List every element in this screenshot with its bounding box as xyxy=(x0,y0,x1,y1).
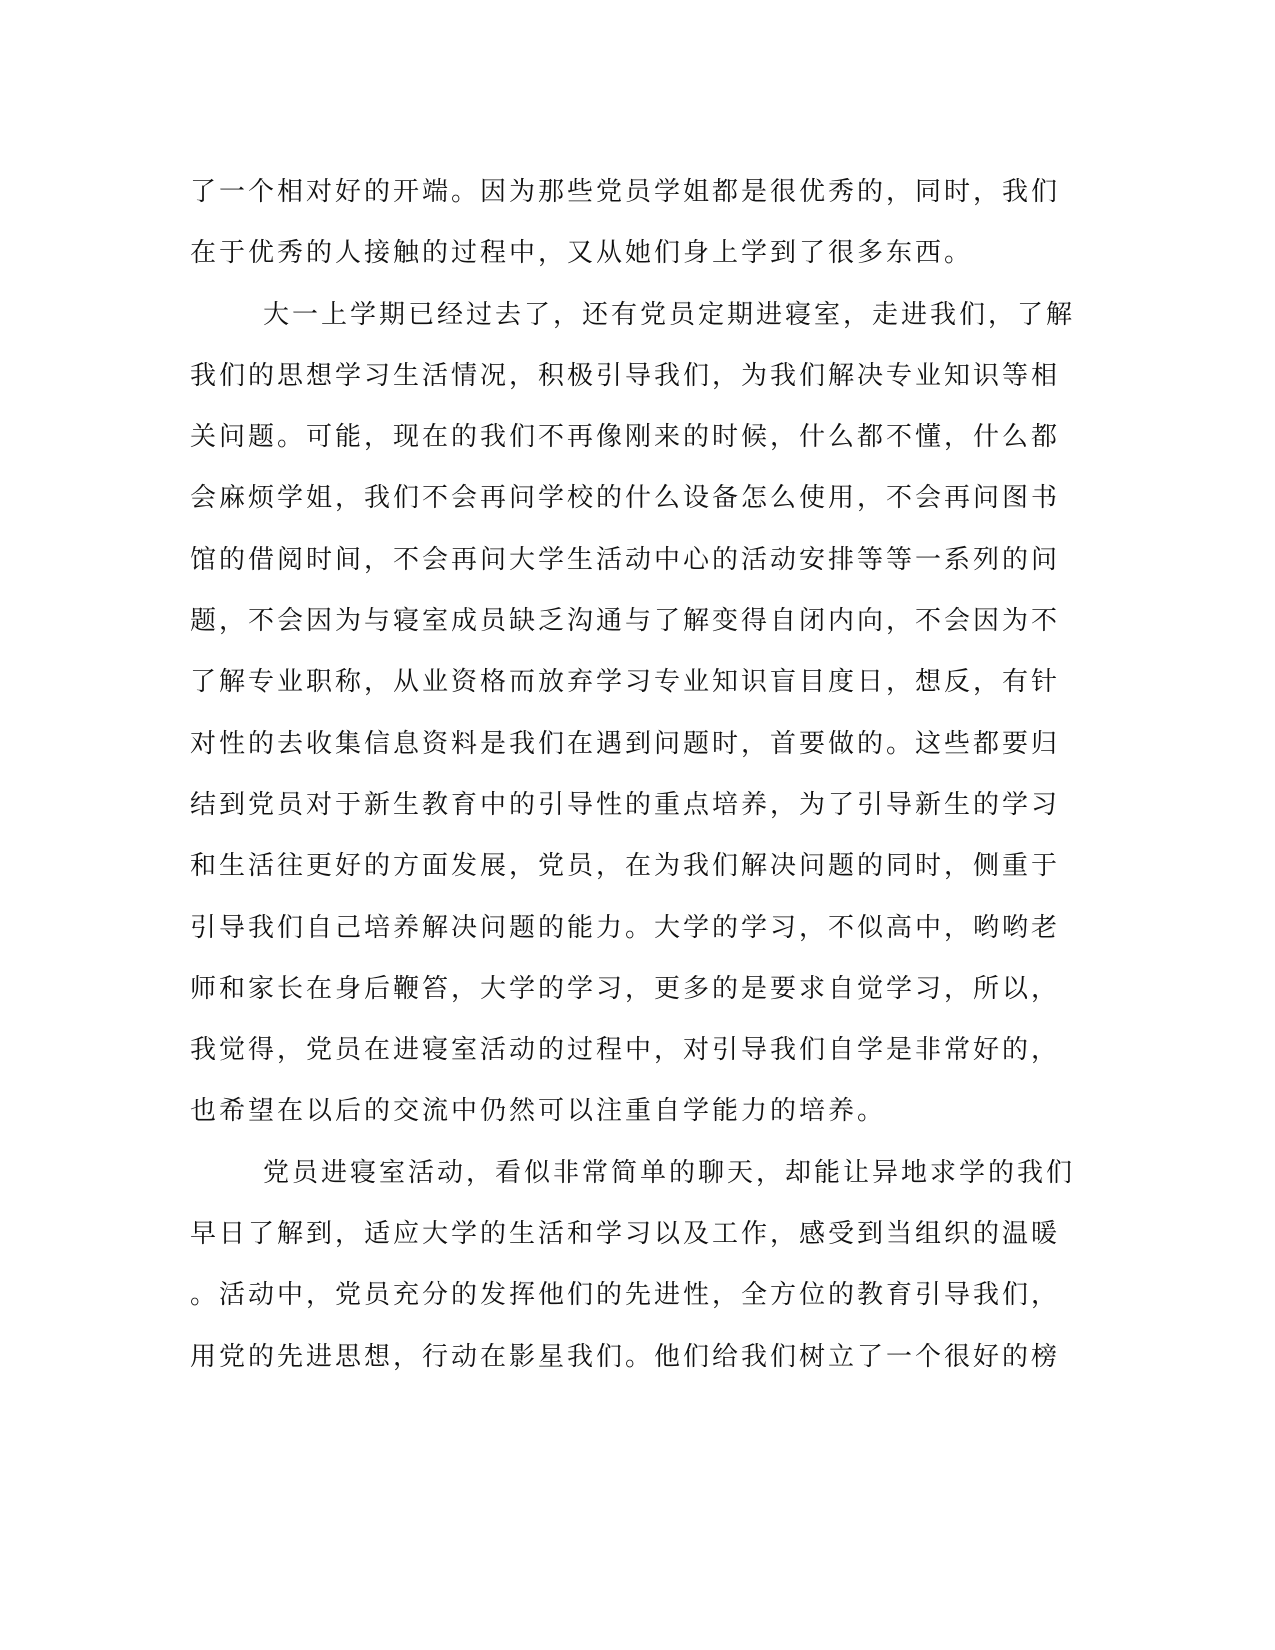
paragraph-1 xyxy=(190,162,1090,285)
body-text xyxy=(190,162,1090,1388)
text-line: 党员进寝室活动，看似非常简单的聊天，却能让异地求学的我们 xyxy=(263,1157,1076,1188)
text-line: 对性的去收集信息资料是我们在遇到问题时，首要做的。这些都要归 xyxy=(190,728,1061,759)
text-line: 了一个相对好的开端。因为那些党员学姐都是很优秀的，同时，我们 xyxy=(190,177,1061,207)
text-line: 师和家长在身后鞭笞，大学的学习，更多的是要求自觉学习，所以， xyxy=(190,973,1061,1004)
text-line: 馆的借阅时间，不会再问大学生活动中心的活动安排等等一系列的问 xyxy=(190,544,1061,575)
text-line: 也希望在以后的交流中仍然可以注重自学能力的培养。 xyxy=(190,1096,887,1127)
text-line: 我们的思想学习生活情况，积极引导我们，为我们解决专业知识等相 xyxy=(190,360,1061,391)
text-line: 题，不会因为与寝室成员缺乏沟通与了解变得自闭内向，不会因为不 xyxy=(190,606,1061,637)
text-line: 在于优秀的人接触的过程中，又从她们身上学到了很多东西。 xyxy=(190,238,974,269)
text-line: 关问题。可能，现在的我们不再像刚来的时候，什么都不懂，什么都 xyxy=(190,422,1061,453)
text-line: 结到党员对于新生教育中的引导性的重点培养，为了引导新生的学习 xyxy=(190,789,1061,820)
paragraph-2 xyxy=(190,285,1090,1143)
text-line: 引导我们自己培养解决问题的能力。大学的学习，不似高中，哟哟老 xyxy=(190,912,1061,943)
text-line: 用党的先进思想，行动在影星我们。他们给我们树立了一个很好的榜 xyxy=(190,1341,1061,1372)
paragraph-3 xyxy=(190,1143,1090,1388)
text-line: 和生活往更好的方面发展，党员，在为我们解决问题的同时，侧重于 xyxy=(190,851,1061,882)
text-line: 我觉得，党员在进寝室活动的过程中，对引导我们自学是非常好的， xyxy=(190,1035,1061,1066)
text-line: 大一上学期已经过去了，还有党员定期进寝室，走进我们，了解 xyxy=(263,299,1076,330)
text-line: 了解专业职称，从业资格而放弃学习专业知识盲目度日，想反，有针 xyxy=(190,667,1061,698)
text-line: 。活动中，党员充分的发挥他们的先进性，全方位的教育引导我们， xyxy=(190,1280,1061,1311)
text-line: 会麻烦学姐，我们不会再问学校的什么设备怎么使用，不会再问图书 xyxy=(190,483,1061,514)
text-line: 早日了解到，适应大学的生活和学习以及工作，感受到当组织的温暖 xyxy=(190,1219,1061,1250)
